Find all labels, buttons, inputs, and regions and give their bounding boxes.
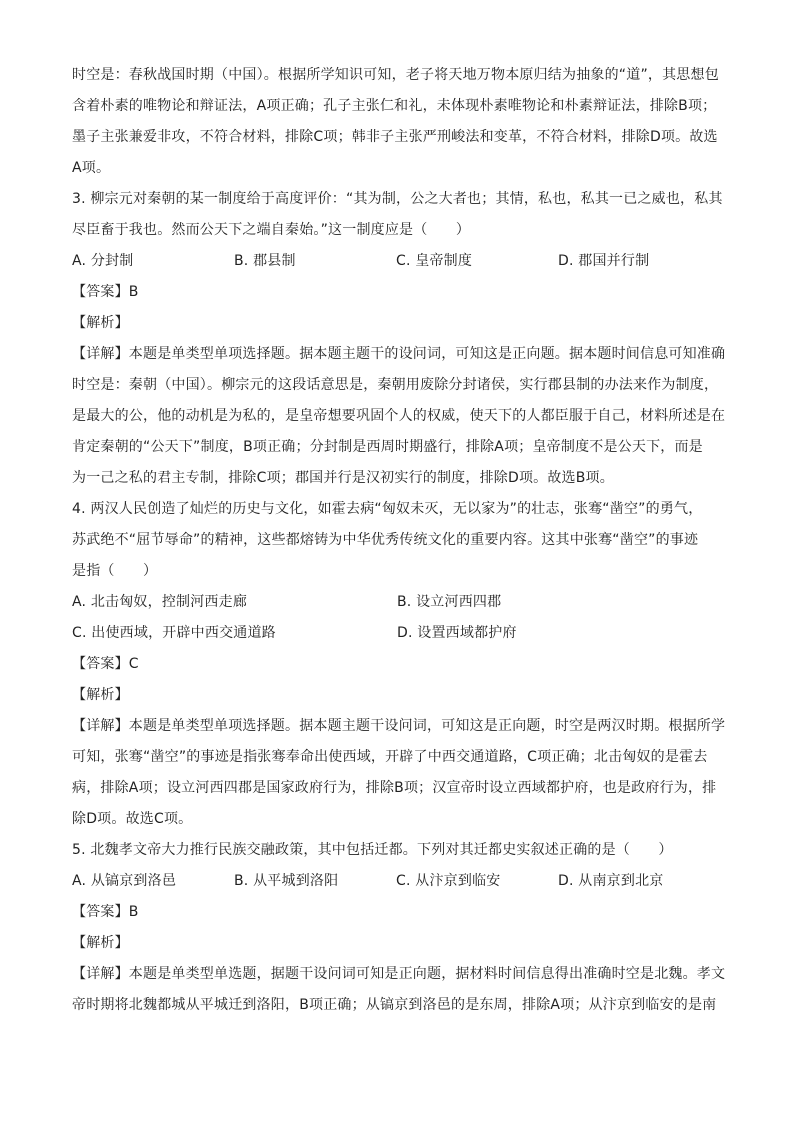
option-c: C. 出使西域，开辟中西交通道路 — [72, 625, 276, 641]
analysis-label: 【解析】 — [72, 935, 129, 951]
options-row — [72, 618, 722, 649]
text-line: 墨子主张兼爱非攻，不符合材料，排除C项；韩非子主张严刑峻法和变革，不符合材料，排除D项。故选 — [72, 129, 718, 145]
answer-label: 【答案】B — [72, 904, 139, 920]
detail-line: 除D项。故选C项。 — [72, 811, 193, 827]
option-b: B. 郡县制 — [234, 253, 296, 269]
option-a: A. 分封制 — [72, 253, 134, 269]
text-line: 含着朴素的唯物论和辩证法，A项正确；孔子主张仁和礼，未体现朴素唯物论和朴素辩证法，排除B项； — [72, 98, 717, 114]
detail-line: 可知，张骞“凿空”的事迹是指张骞奉命出使西域，开辟了中西交通道路，C项正确；北击匈奴的是霍去 — [72, 749, 708, 765]
option-b: B. 从平城到洛阳 — [234, 873, 339, 889]
document-page — [72, 60, 726, 1021]
detail-line: 【详解】本题是单类型单项选择题。据本题主题干设问词，可知这是正向题，时空是两汉时期。根据所学 — [72, 718, 726, 734]
question-stem: 苏武绝不“屈节辱命”的精神，这些都熔铸为中华优秀传统文化的重要内容。这其中张骞“凿空”的事迹 — [72, 532, 699, 548]
question-stem: 3. 柳宗元对秦朝的某一制度给于高度评价：“其为制，公之大者也；其情，私也，私其一已之威也，私其 — [72, 191, 723, 207]
detail-line: 时空是：秦朝（中国）。柳宗元的这段话意思是，秦朝用废除分封诸侯，实行郡县制的办法来作为制度， — [72, 377, 719, 393]
question-stem: 尽臣畜于我也。然而公天下之端自秦始。”这一制度应是（ ） — [72, 222, 471, 238]
analysis-label: 【解析】 — [72, 687, 129, 703]
option-d: D. 郡国并行制 — [558, 253, 650, 269]
option-a: A. 从镐京到洛邑 — [72, 873, 177, 889]
options-row — [72, 587, 722, 618]
options-row — [72, 246, 722, 277]
option-c: C. 皇帝制度 — [396, 253, 473, 269]
question-stem: 5. 北魏孝文帝大力推行民族交融政策，其中包括迁都。下列对其迁都史实叙述正确的是（ ） — [72, 842, 673, 858]
text-line: 时空是：春秋战国时期（中国）。根据所学知识可知，老子将天地万物本原归结为抽象的“道”，其思想包 — [72, 67, 719, 83]
option-d: D. 从南京到北京 — [558, 873, 664, 889]
detail-line: 帝时期将北魏都城从平城迁到洛阳，B项正确；从镐京到洛邑的是东周，排除A项；从汴京到临安的是南 — [72, 997, 717, 1013]
answer-label: 【答案】C — [72, 656, 139, 672]
detail-line: 为一己之私的君主专制，排除C项；郡国并行是汉初实行的制度，排除D项。故选B项。 — [72, 470, 614, 486]
options-row — [72, 866, 722, 897]
detail-line: 是最大的公，他的动机是为私的，是皇帝想要巩固个人的权威，使天下的人都臣服于自己，材料所述是在 — [72, 408, 726, 424]
option-c: C. 从汴京到临安 — [396, 873, 501, 889]
option-d: D. 设置西域都护府 — [397, 625, 517, 641]
detail-line: 【详解】本题是单类型单选题，据题干设问词可知是正向题，据材料时间信息得出准确时空是北魏。孝文 — [72, 966, 726, 982]
analysis-label: 【解析】 — [72, 315, 129, 331]
option-a: A. 北击匈奴，控制河西走廊 — [72, 594, 248, 610]
answer-label: 【答案】B — [72, 284, 139, 300]
detail-line: 【详解】本题是单类型单项选择题。据本题主题干的设问词，可知这是正向题。据本题时间信息可知准确 — [72, 346, 726, 362]
text-line: A项。 — [72, 160, 111, 176]
question-stem: 4. 两汉人民创造了灿烂的历史与文化，如霍去病“匈奴未灭，无以家为”的壮志，张骞“凿空”的勇气， — [72, 501, 703, 517]
detail-line: 病，排除A项；设立河西四郡是国家政府行为，排除B项；汉宣帝时设立西域都护府，也是政府行为，排 — [72, 780, 717, 796]
detail-line: 肯定秦朝的“公天下”制度，B项正确；分封制是西周时期盛行，排除A项；皇帝制度不是公天下，而是 — [72, 439, 703, 455]
question-stem: 是指（ ） — [72, 563, 158, 579]
option-b: B. 设立河西四郡 — [397, 594, 502, 610]
